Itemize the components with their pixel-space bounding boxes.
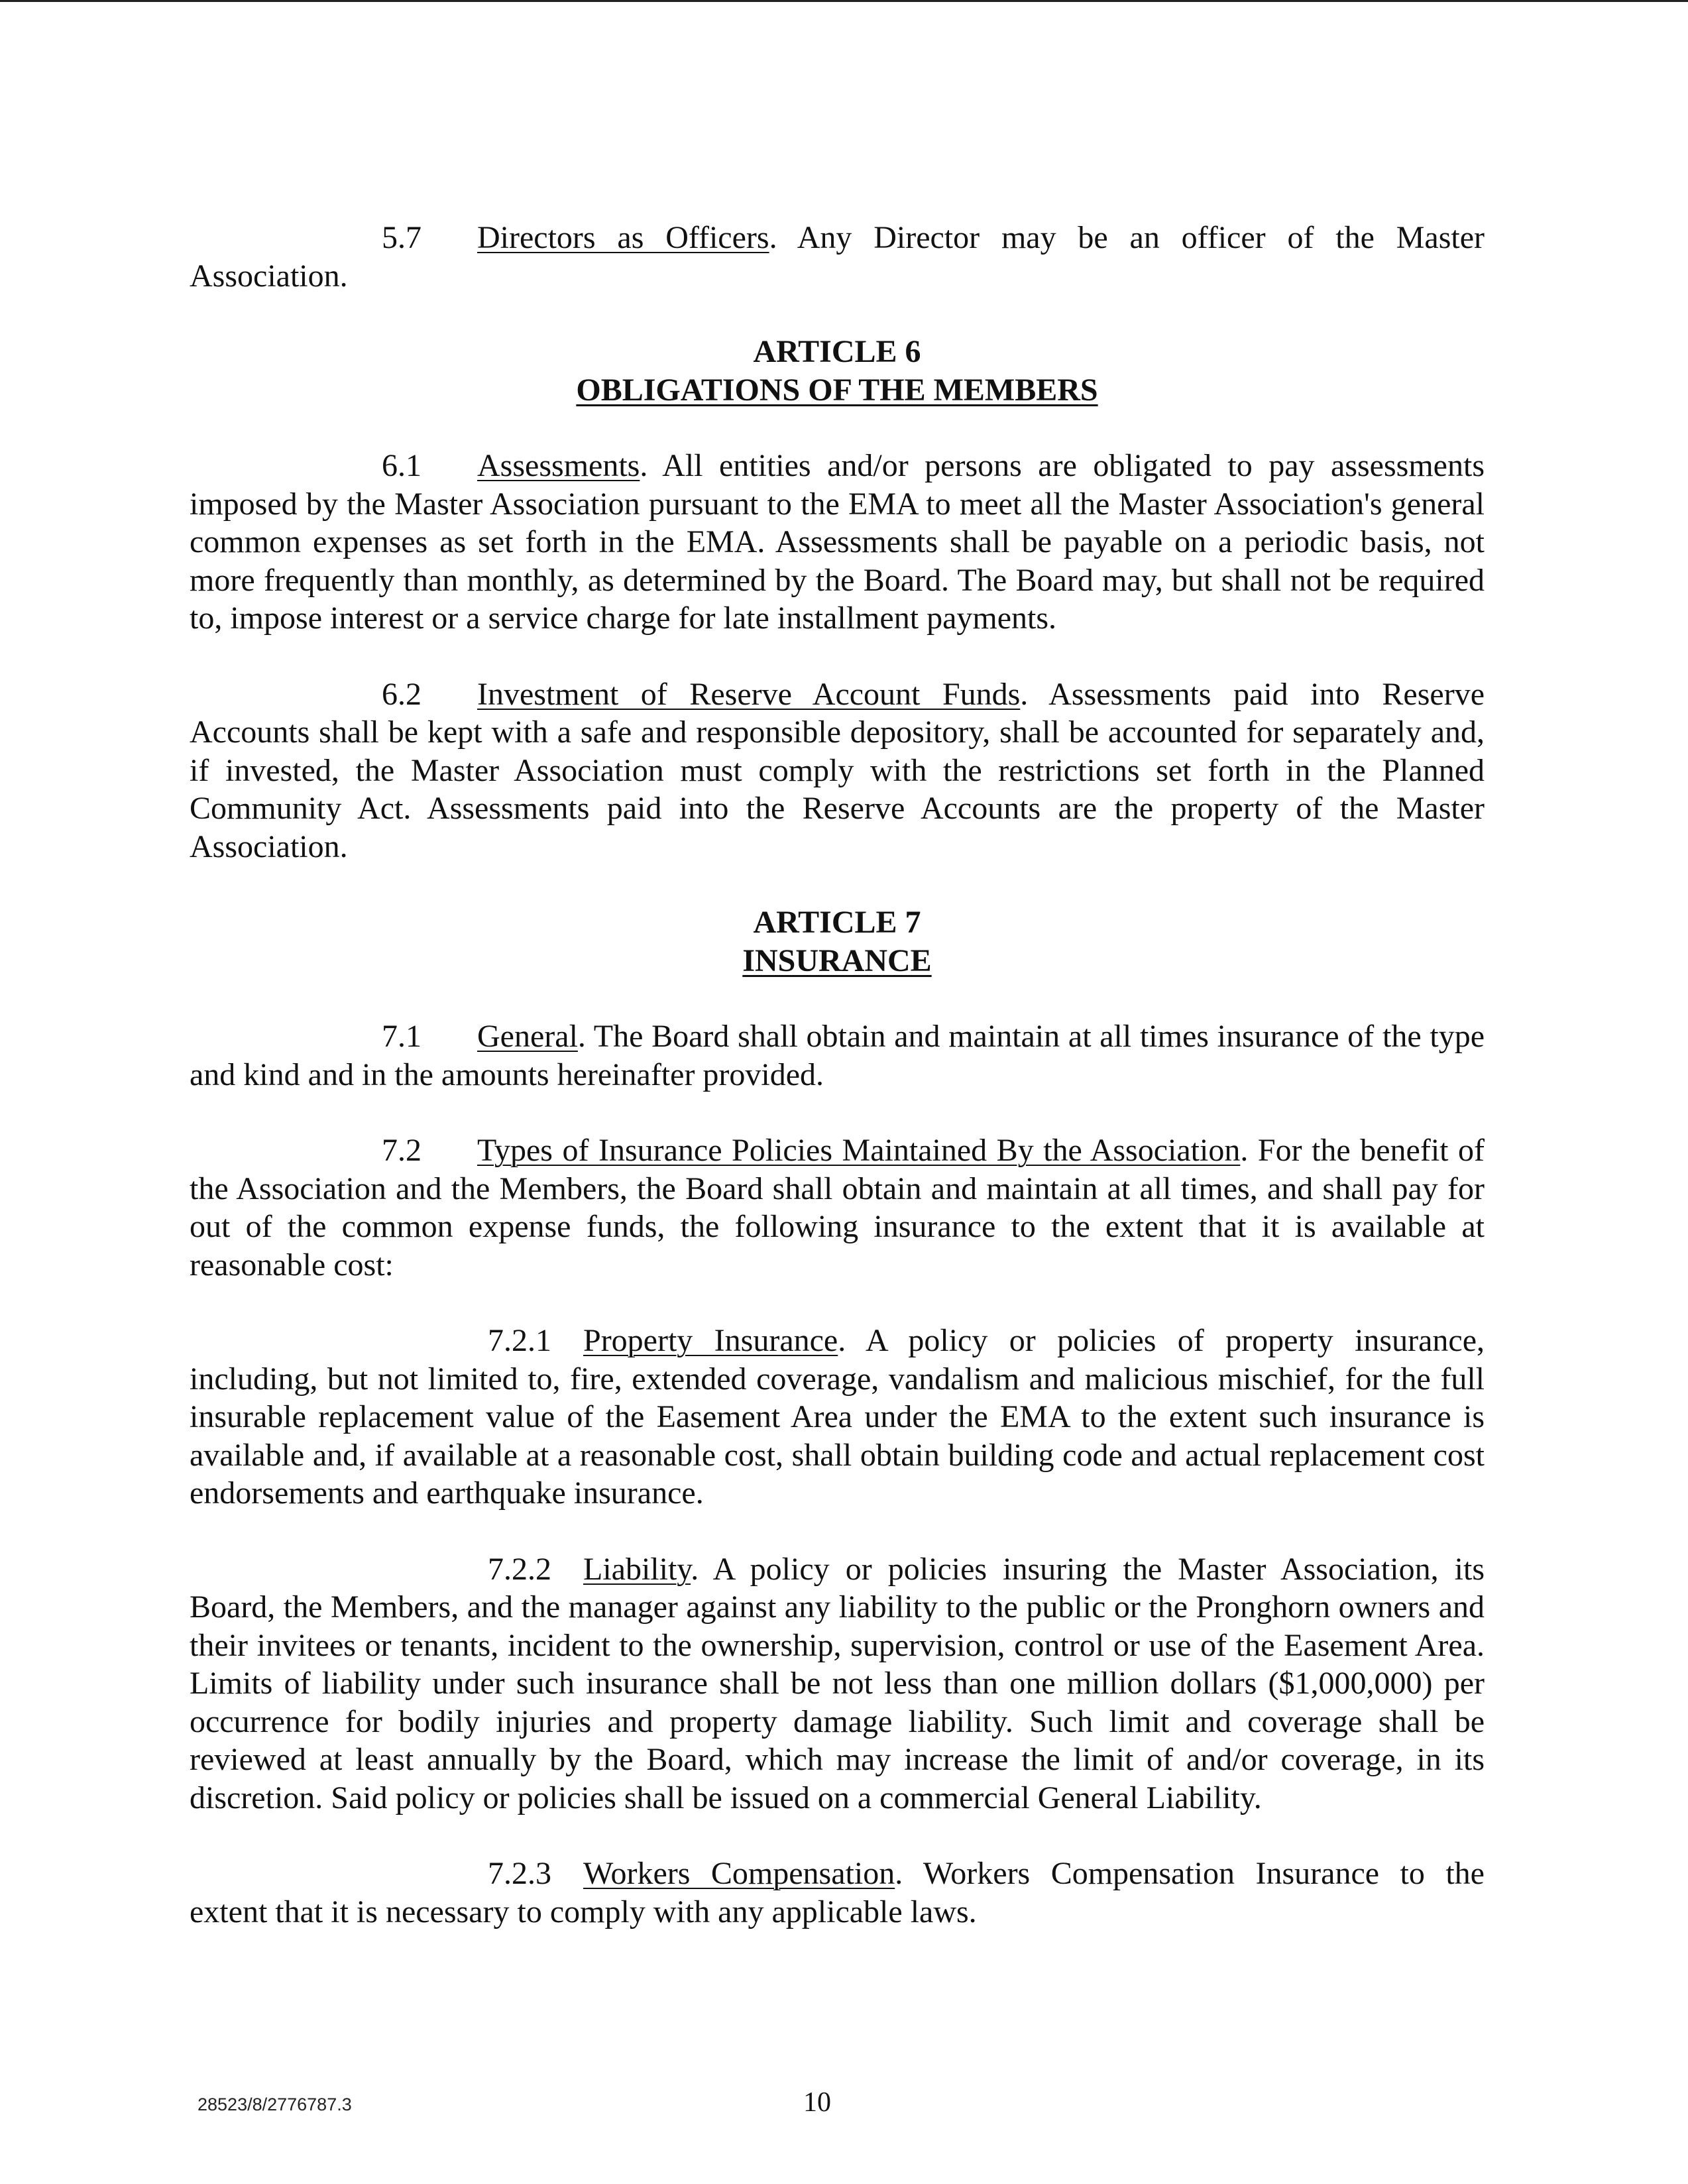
section-text: A policy or policies insuring the Master Association, its Board, the Members, and the manager against any liability to the public or the Pronghorn owners and their invitees or tenants, incident to the ownership, supervision, control or use of the Easement Area. Limits of liability under such insurance shall be not less than one million dollars ($1,000,000) per occurrence for bodily injuries and property damage liability. Such limit and coverage shall be reviewed at least annually by the Board, which may increase the limit of and/or coverage, in its discretion. Said policy or policies shall be issued on a commercial General Liability. xyxy=(190,1551,1485,1815)
section-7-2-2: 7.2.2 Liability. A policy or policies insuring the Master Association, its Board, the Members, and the manager against any liability to the public or the Pronghorn owners and their invitees or tenants, incident to the ownership, supervision, control or use of the Easement Area. Limits of liability under such insurance shall be not less than one million dollars ($1,000,000) per occurrence for bodily injuries and property damage liability. Such limit and coverage shall be reviewed at least annually by the Board, which may increase the limit of and/or coverage, in its discretion. Said policy or policies shall be issued on a commercial General Liability. xyxy=(190,1551,1485,1815)
section-text: For the benefit of the Association and the Members, the Board shall obtain and maintain at all times, and shall pay for out of the common expense funds, the following insurance to the extent that it is available at reasonable cost: xyxy=(190,1133,1485,1283)
section-7-2-3: 7.2.3 Workers Compensation. Workers Compensation Insurance to the extent that it is necessary to comply with any applicable laws. xyxy=(190,1856,1485,1929)
section-5-7: 5.7 Directors as Officers. Any Director may be an officer of the Master Association. xyxy=(190,220,1485,294)
section-heading: Property Insurance xyxy=(583,1323,838,1358)
section-number: 7.2.2 xyxy=(488,1551,551,1587)
article-label: ARTICLE 6 xyxy=(753,334,921,369)
section-text: Workers Compensation Insurance to the extent that it is necessary to comply with any applicable laws. xyxy=(190,1856,1485,1929)
section-7-2: 7.2 Types of Insurance Policies Maintained By the Association. For the benefit of the Association and the Members, the Board shall obtain and maintain at all times, and shall pay for out of the common expense funds, the following insurance to the extent that it is available at reasonable cost: xyxy=(190,1133,1485,1283)
document-page xyxy=(190,219,1485,1969)
section-number: 6.2 xyxy=(382,676,422,712)
section-heading: Directors as Officers xyxy=(477,220,769,255)
section-7-1: 7.1 General. The Board shall obtain and maintain at all times insurance of the type and kind and in the amounts hereinafter provided. xyxy=(190,1019,1485,1092)
section-7-2-1: 7.2.1 Property Insurance. A policy or policies of property insurance, including, but not limited to, fire, extended coverage, vandalism and malicious mischief, for the full insurable replacement value of the Easement Area under the EMA to the extent such insurance is available and, if available at a reasonable cost, shall obtain building code and actual replacement cost endorsements and earthquake insurance. xyxy=(190,1323,1485,1511)
section-text: Any Director may be an officer of the Master Association. xyxy=(190,220,1485,294)
section-number: 7.2.3 xyxy=(488,1856,551,1891)
section-heading: Assessments xyxy=(477,448,640,483)
section-6-1: 6.1 Assessments. All entities and/or persons are obligated to pay assessments imposed by the Master Association pursuant to the EMA to meet all the Master Association's general common expenses as set forth in the EMA. Assessments shall be payable on a periodic basis, not more frequently than monthly, as determined by the Board. The Board may, but shall not be required to, impose interest or a service charge for late installment payments. xyxy=(190,448,1485,636)
section-text: Assessments paid into Reserve Accounts shall be kept with a safe and responsible depository, shall be accounted for separately and, if invested, the Master Association must comply with the restrictions set forth in the Planned Community Act. Assessments paid into the Reserve Accounts are the property of the Master Association. xyxy=(190,676,1485,864)
section-heading: Investment of Reserve Account Funds xyxy=(477,676,1021,712)
scan-top-edge xyxy=(0,0,1688,2)
section-text: All entities and/or persons are obligated to pay assessments imposed by the Master Association pursuant to the EMA to meet all the Master Association's general common expenses as set forth in the EMA. Assessments shall be payable on a periodic basis, not more frequently than monthly, as determined by the Board. The Board may, but shall not be required to, impose interest or a service charge for late installment payments. xyxy=(190,448,1485,636)
article-6-heading xyxy=(190,333,1485,409)
section-text: A policy or policies of property insurance, including, but not limited to, fire, extended coverage, vandalism and malicious mischief, for the full insurable replacement value of the Easement Area under the EMA to the extent such insurance is available and, if available at a reasonable cost, shall obtain building code and actual replacement cost endorsements and earthquake insurance. xyxy=(190,1323,1485,1511)
section-number: 7.1 xyxy=(382,1019,422,1054)
section-heading: Liability xyxy=(583,1551,691,1587)
document-id: 28523/8/2776787.3 xyxy=(197,2095,352,2114)
section-number: 7.2.1 xyxy=(488,1323,551,1358)
page-number: 10 xyxy=(803,2087,831,2118)
section-number: 5.7 xyxy=(382,220,422,255)
article-label: ARTICLE 7 xyxy=(753,905,921,940)
section-heading: Workers Compensation xyxy=(583,1856,895,1891)
section-heading: Types of Insurance Policies Maintained By the Association xyxy=(477,1133,1241,1168)
section-6-2: 6.2 Investment of Reserve Account Funds. Assessments paid into Reserve Accounts shall be kept with a safe and responsible depository, shall be accounted for separately and, if invested, the Master Association must comply with the restrictions set forth in the Planned Community Act. Assessments paid into the Reserve Accounts are the property of the Master Association. xyxy=(190,676,1485,864)
article-title: INSURANCE xyxy=(742,943,932,978)
section-number: 6.1 xyxy=(382,448,422,483)
section-text: The Board shall obtain and maintain at all times insurance of the type and kind and in the amounts hereinafter provided. xyxy=(190,1019,1485,1092)
article-7-heading xyxy=(190,903,1485,980)
section-number: 7.2 xyxy=(382,1133,422,1168)
section-heading: General xyxy=(477,1019,578,1054)
article-title: OBLIGATIONS OF THE MEMBERS xyxy=(576,372,1098,408)
